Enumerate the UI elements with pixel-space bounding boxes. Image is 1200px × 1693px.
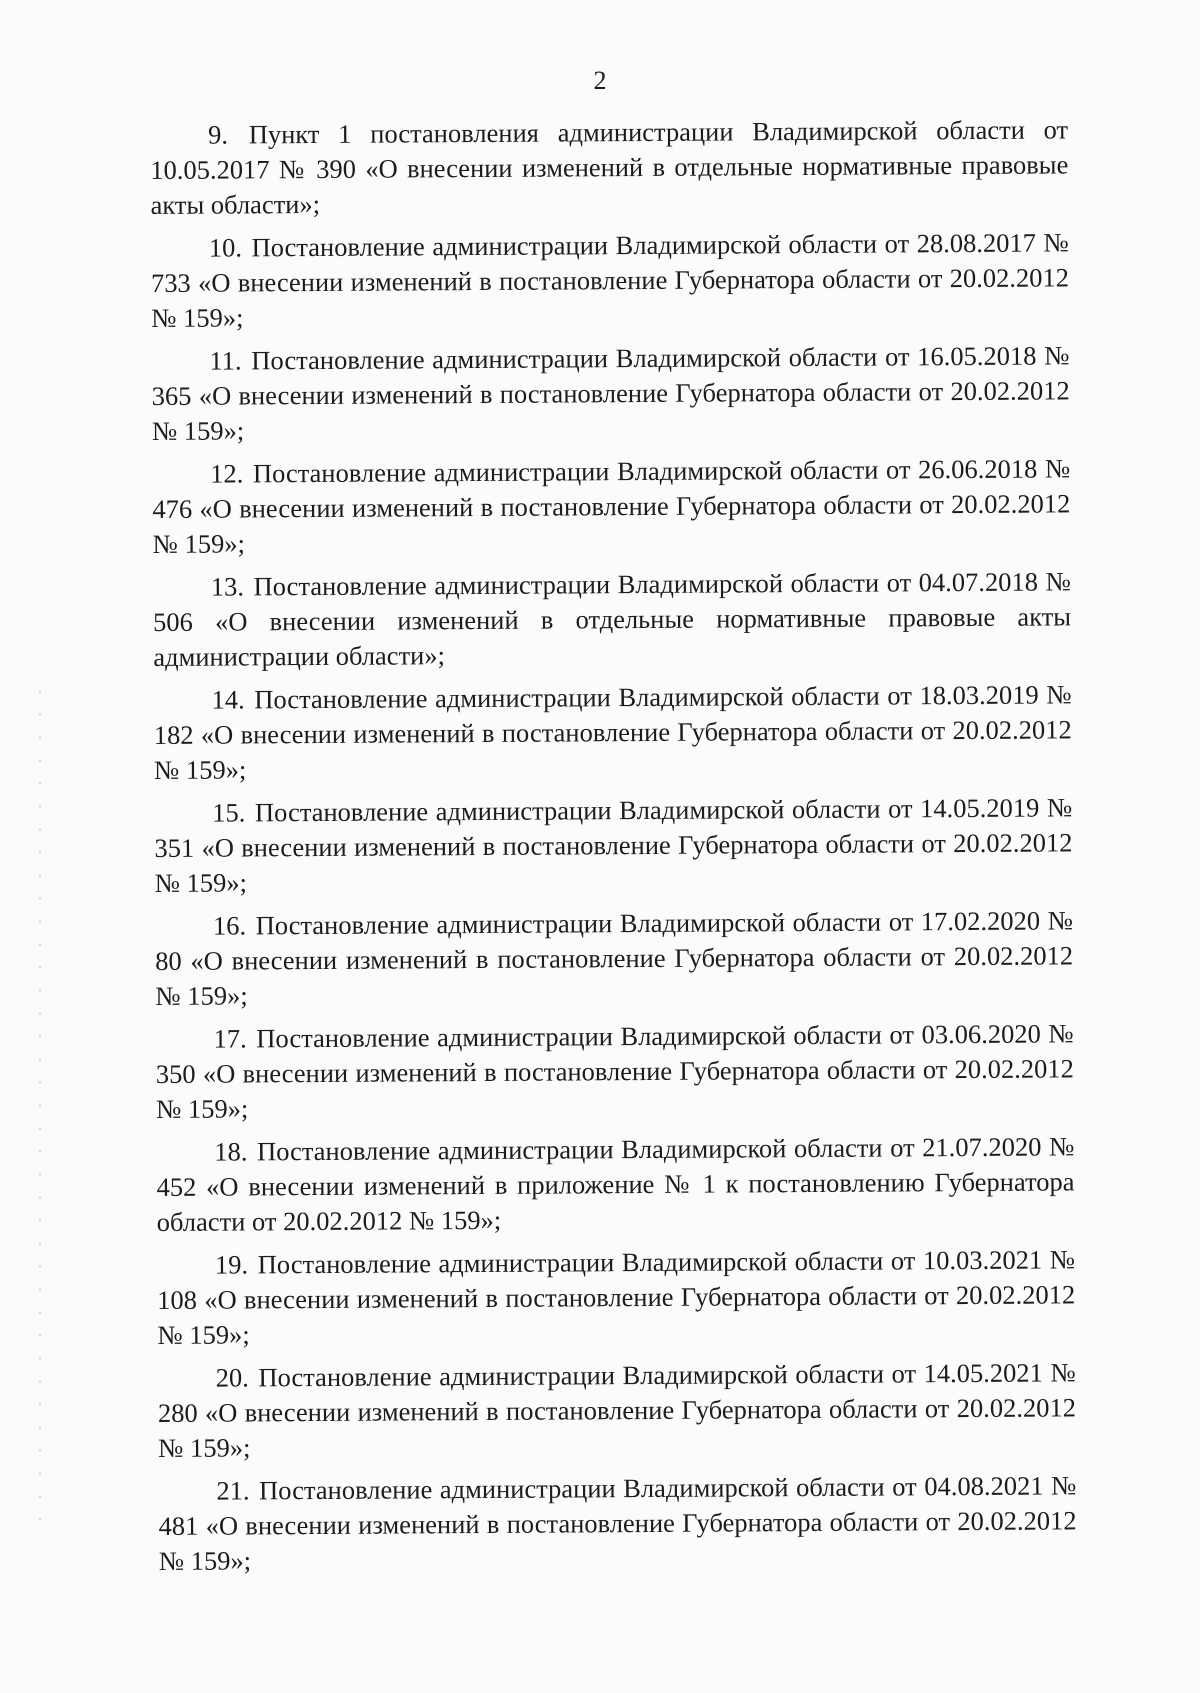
- item-text: Постановление администрации Владимирской области от 14.05.2019 № 351 «О внесении изменений в постановление Губернатора области от 20.02.2012 № 159»;: [154, 792, 1073, 898]
- list-item: [154, 790, 1073, 901]
- item-number: 14.: [211, 684, 245, 715]
- list-item: [153, 677, 1072, 788]
- item-text: Постановление администрации Владимирской области от 26.06.2018 № 476 «О внесении изменений в постановление Губернатора области от 20.02.2012 № 159»;: [152, 453, 1071, 559]
- item-number: 20.: [215, 1362, 249, 1393]
- item-text: Постановление администрации Владимирской области от 18.03.2019 № 182 «О внесении изменений в постановление Губернатора области от 20.02.2012 № 159»;: [153, 679, 1072, 785]
- item-number: 13.: [210, 571, 245, 602]
- item-text: Постановление администрации Владимирской области от 04.07.2018 № 506 «О внесении изменений в отдельные нормативные правовые акты администрации области»;: [152, 566, 1072, 672]
- scan-artifact: [36, 680, 44, 1540]
- item-number: 18.: [214, 1136, 248, 1167]
- list-item: [151, 338, 1070, 449]
- list-item: [158, 1355, 1077, 1466]
- list-item: [157, 1242, 1076, 1353]
- item-number: 16.: [212, 910, 247, 941]
- list-item: [150, 112, 1069, 223]
- item-number: 12.: [210, 458, 244, 489]
- item-number: 9.: [208, 119, 229, 150]
- item-number: 17.: [213, 1023, 247, 1054]
- item-text: Постановление администрации Владимирской области от 14.05.2021 № 280 «О внесении изменений в постановление Губернатора области от 20.02.2012 № 159»;: [157, 1357, 1076, 1463]
- item-number: 15.: [212, 797, 246, 828]
- list-item: [155, 903, 1074, 1014]
- item-text: Постановление администрации Владимирской области от 28.08.2017 № 733 «О внесении изменений в постановление Губернатора области от 20.02.2012 № 159»;: [150, 227, 1070, 333]
- item-text: Постановление администрации Владимирской области от 21.07.2020 № 452 «О внесении изменений в приложение № 1 к постановлению Губернатора области от 20.02.2012 № 159»;: [156, 1131, 1075, 1237]
- list-item: [152, 451, 1071, 562]
- item-text: Постановление администрации Владимирской области от 03.06.2020 № 350 «О внесении изменений в постановление Губернатора области от 20.02.2012 № 159»;: [155, 1018, 1074, 1124]
- item-text: Постановление администрации Владимирской области от 04.08.2021 № 481 «О внесении изменений в постановление Губернатора области от 20.02.2012 № 159»;: [158, 1470, 1077, 1576]
- item-number: 19.: [214, 1249, 249, 1280]
- item-text: Пункт 1 постановления администрации Владимирской области от 10.05.2017 № 390 «О внесении изменений в отдельные нормативные правовые акты области»;: [150, 114, 1069, 220]
- item-text: Постановление администрации Владимирской области от 10.03.2021 № 108 «О внесении изменений в постановление Губернатора области от 20.02.2012 № 159»;: [157, 1244, 1076, 1350]
- list-item: [153, 564, 1072, 675]
- list-item: [156, 1129, 1075, 1240]
- item-number: 11.: [209, 345, 242, 376]
- document-body: [150, 112, 1077, 1587]
- list-item: [156, 1016, 1075, 1127]
- item-text: Постановление администрации Владимирской области от 16.05.2018 № 365 «О внесении изменений в постановление Губернатора области от 20.02.2012 № 159»;: [151, 340, 1070, 446]
- item-text: Постановление администрации Владимирской области от 17.02.2020 № 80 «О внесении изменений в постановление Губернатора области от 20.02.2012 № 159»;: [155, 905, 1074, 1011]
- page-number: 2: [593, 66, 607, 95]
- item-number: 10.: [208, 232, 243, 263]
- item-number: 21.: [216, 1475, 250, 1506]
- list-item: [151, 225, 1070, 336]
- list-item: [158, 1468, 1077, 1579]
